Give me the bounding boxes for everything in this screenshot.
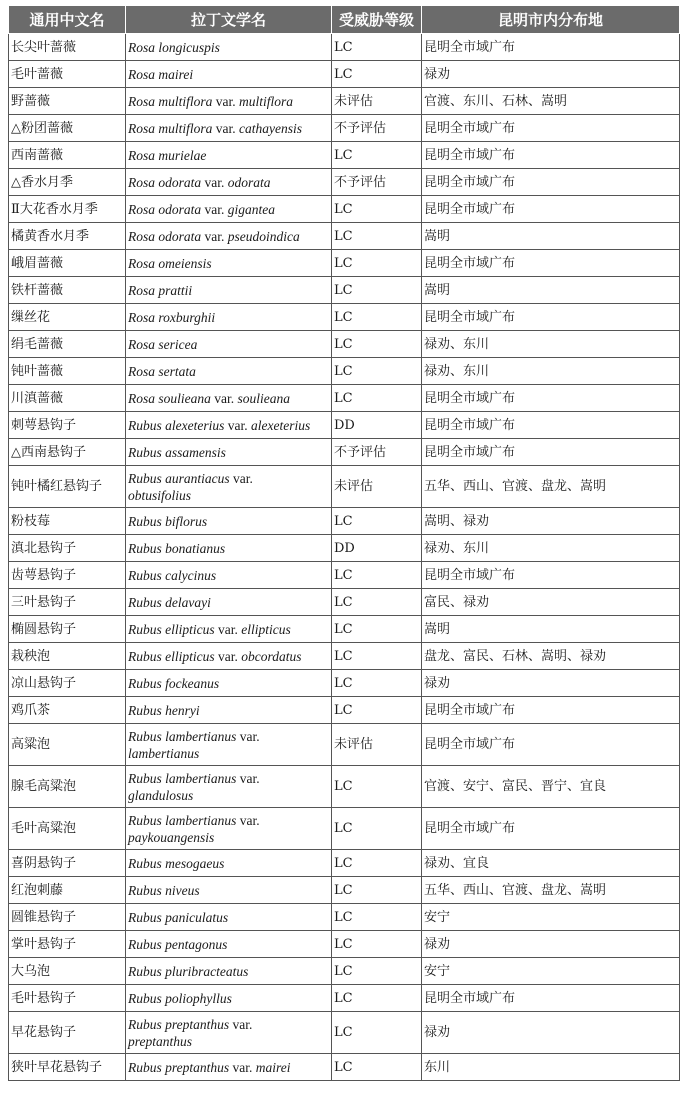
distribution-cell: 官渡、安宁、富民、晋宁、宜良 (422, 766, 680, 808)
threat-level-cell: LC (332, 808, 422, 850)
latin-species: lambertianus (165, 770, 237, 786)
latin-infraspecific: lambertianus (128, 745, 200, 761)
distribution-cell: 禄劝、宜良 (422, 850, 680, 877)
threat-level-cell: LC (332, 142, 422, 169)
distribution-cell: 嵩明、禄劝 (422, 508, 680, 535)
latin-name-cell (126, 196, 332, 223)
table-row (9, 88, 680, 115)
chinese-name-cell: 三叶悬钩子 (9, 589, 126, 616)
table-row (9, 1012, 680, 1054)
threat-level-cell: LC (332, 904, 422, 931)
latin-genus: Rosa (128, 282, 155, 298)
distribution-cell: 昆明全市域广布 (422, 34, 680, 61)
latin-name-cell (126, 412, 332, 439)
latin-species: murielae (158, 147, 207, 163)
chinese-name-cell: 毛叶蔷薇 (9, 61, 126, 88)
latin-infraspecific: alexeterius (250, 417, 311, 433)
threat-level-cell: 未评估 (332, 88, 422, 115)
threat-level-cell: DD (332, 412, 422, 439)
latin-rank: var. (218, 621, 238, 637)
latin-genus: Rubus (128, 882, 162, 898)
distribution-cell: 禄劝 (422, 670, 680, 697)
table-row (9, 331, 680, 358)
table-row (9, 61, 680, 88)
latin-genus: Rosa (128, 201, 155, 217)
chinese-name-cell: 钝叶蔷薇 (9, 358, 126, 385)
chinese-name-cell: 凉山悬钩子 (9, 670, 126, 697)
table-row (9, 196, 680, 223)
latin-genus: Rosa (128, 228, 155, 244)
latin-name-cell (126, 1054, 332, 1081)
chinese-name-cell: 椭圆悬钩子 (9, 616, 126, 643)
latin-name-cell (126, 589, 332, 616)
latin-species: ellipticus (165, 648, 215, 664)
distribution-cell: 昆明全市域广布 (422, 385, 680, 412)
latin-infraspecific: obcordatus (241, 648, 302, 664)
latin-genus: Rosa (128, 39, 155, 55)
table-body (9, 34, 680, 1081)
threat-level-cell: LC (332, 250, 422, 277)
latin-genus: Rubus (128, 936, 162, 952)
distribution-cell: 昆明全市域广布 (422, 808, 680, 850)
distribution-cell: 昆明全市域广布 (422, 169, 680, 196)
header-chinese-name: 通用中文名 (9, 6, 126, 34)
latin-name-cell (126, 466, 332, 508)
latin-name-cell (126, 766, 332, 808)
latin-genus: Rubus (128, 909, 162, 925)
latin-genus: Rosa (128, 390, 155, 406)
latin-genus: Rubus (128, 963, 162, 979)
chinese-name-cell: 齿萼悬钩子 (9, 562, 126, 589)
distribution-cell: 昆明全市域广布 (422, 412, 680, 439)
latin-species: niveus (165, 882, 200, 898)
distribution-cell: 富民、禄劝 (422, 589, 680, 616)
table-row (9, 616, 680, 643)
latin-species: multiflora (158, 93, 213, 109)
distribution-cell: 五华、西山、官渡、盘龙、嵩明 (422, 877, 680, 904)
threat-level-cell: LC (332, 1012, 422, 1054)
latin-name-cell (126, 1012, 332, 1054)
latin-species: assamensis (165, 444, 226, 460)
latin-species: fockeanus (165, 675, 220, 691)
chinese-name-cell: 铁杆蔷薇 (9, 277, 126, 304)
latin-infraspecific: multiflora (239, 93, 294, 109)
latin-genus: Rubus (128, 470, 162, 486)
chinese-name-cell: 川滇蔷薇 (9, 385, 126, 412)
latin-infraspecific: ellipticus (241, 621, 291, 637)
latin-name-cell (126, 562, 332, 589)
latin-species: aurantiacus (165, 470, 230, 486)
threat-level-cell: LC (332, 670, 422, 697)
latin-name-cell (126, 535, 332, 562)
table-row (9, 643, 680, 670)
latin-rank: var. (218, 648, 238, 664)
distribution-cell: 禄劝 (422, 61, 680, 88)
threat-level-cell: LC (332, 331, 422, 358)
table-row (9, 439, 680, 466)
latin-name-cell (126, 877, 332, 904)
distribution-cell: 安宁 (422, 958, 680, 985)
chinese-name-cell: 掌叶悬钩子 (9, 931, 126, 958)
threat-level-cell: DD (332, 535, 422, 562)
latin-species: paniculatus (165, 909, 229, 925)
latin-species: henryi (165, 702, 200, 718)
table-row (9, 877, 680, 904)
latin-infraspecific: gigantea (227, 201, 276, 217)
latin-genus: Rosa (128, 147, 155, 163)
chinese-name-cell: 圆锥悬钩子 (9, 904, 126, 931)
latin-infraspecific: preptanthus (128, 1033, 192, 1049)
species-table-container (8, 6, 679, 1081)
distribution-cell: 昆明全市域广布 (422, 142, 680, 169)
threat-level-cell: LC (332, 643, 422, 670)
distribution-cell: 安宁 (422, 904, 680, 931)
latin-genus: Rubus (128, 728, 162, 744)
distribution-cell: 禄劝 (422, 931, 680, 958)
table-row (9, 535, 680, 562)
latin-infraspecific: odorata (227, 174, 271, 190)
latin-rank: var. (214, 390, 235, 406)
latin-rank: var. (232, 1059, 253, 1075)
latin-infraspecific: pseudoindica (227, 228, 300, 244)
latin-species: lambertianus (165, 728, 237, 744)
chinese-name-cell: 滇北悬钩子 (9, 535, 126, 562)
latin-species: longicuspis (158, 39, 220, 55)
latin-genus: Rosa (128, 255, 155, 271)
distribution-cell: 昆明全市域广布 (422, 196, 680, 223)
table-row (9, 697, 680, 724)
distribution-cell: 嵩明 (422, 616, 680, 643)
latin-genus: Rubus (128, 417, 162, 433)
distribution-cell: 东川 (422, 1054, 680, 1081)
latin-name-cell (126, 304, 332, 331)
latin-name-cell (126, 115, 332, 142)
chinese-name-cell: Ⅱ大花香水月季 (9, 196, 126, 223)
header-distribution: 昆明市内分布地 (422, 6, 680, 34)
latin-species: pluribracteatus (165, 963, 249, 979)
chinese-name-cell: 狭叶早花悬钩子 (9, 1054, 126, 1081)
latin-genus: Rosa (128, 336, 155, 352)
latin-name-cell (126, 88, 332, 115)
distribution-cell: 昆明全市域广布 (422, 250, 680, 277)
latin-name-cell (126, 34, 332, 61)
chinese-name-cell: 刺萼悬钩子 (9, 412, 126, 439)
threat-level-cell: LC (332, 277, 422, 304)
latin-rank: var. (204, 228, 225, 244)
chinese-name-cell: 西南蔷薇 (9, 142, 126, 169)
threat-level-cell: 不予评估 (332, 115, 422, 142)
latin-name-cell (126, 277, 332, 304)
chinese-name-cell: 喜阴悬钩子 (9, 850, 126, 877)
distribution-cell: 嵩明 (422, 277, 680, 304)
latin-species: preptanthus (165, 1016, 230, 1032)
chinese-name-cell: 大乌泡 (9, 958, 126, 985)
threat-level-cell: LC (332, 877, 422, 904)
header-latin-name: 拉丁文学名 (126, 6, 332, 34)
latin-infraspecific: cathayensis (239, 120, 303, 136)
latin-species: calycinus (165, 567, 217, 583)
latin-genus: Rubus (128, 855, 162, 871)
chinese-name-cell: 粉枝莓 (9, 508, 126, 535)
chinese-name-cell: 鸡爪茶 (9, 697, 126, 724)
latin-name-cell (126, 61, 332, 88)
latin-species: odorata (158, 228, 202, 244)
latin-genus: Rubus (128, 1059, 162, 1075)
latin-rank: var. (239, 728, 260, 744)
latin-genus: Rubus (128, 621, 162, 637)
chinese-name-cell: △西南悬钩子 (9, 439, 126, 466)
latin-name-cell (126, 385, 332, 412)
latin-species: sertata (158, 363, 196, 379)
latin-species: mairei (158, 66, 194, 82)
threat-level-cell: LC (332, 697, 422, 724)
table-row (9, 466, 680, 508)
latin-rank: var. (233, 470, 253, 486)
latin-species: odorata (158, 174, 202, 190)
latin-species: preptanthus (165, 1059, 230, 1075)
table-row (9, 223, 680, 250)
latin-name-cell (126, 904, 332, 931)
latin-genus: Rubus (128, 444, 162, 460)
table-row (9, 142, 680, 169)
chinese-name-cell: 栽秧泡 (9, 643, 126, 670)
threat-level-cell: LC (332, 304, 422, 331)
latin-infraspecific: glandulosus (128, 787, 194, 803)
distribution-cell: 五华、西山、官渡、盘龙、嵩明 (422, 466, 680, 508)
latin-name-cell (126, 724, 332, 766)
latin-rank: var. (227, 417, 248, 433)
threat-level-cell: 未评估 (332, 724, 422, 766)
table-row (9, 766, 680, 808)
latin-species: multiflora (158, 120, 213, 136)
table-row (9, 34, 680, 61)
latin-genus: Rubus (128, 540, 162, 556)
latin-genus: Rosa (128, 363, 155, 379)
threat-level-cell: LC (332, 196, 422, 223)
latin-name-cell (126, 223, 332, 250)
distribution-cell: 昆明全市域广布 (422, 304, 680, 331)
threat-level-cell: LC (332, 358, 422, 385)
latin-species: soulieana (158, 390, 211, 406)
species-table (8, 6, 680, 1081)
chinese-name-cell: 缫丝花 (9, 304, 126, 331)
latin-genus: Rubus (128, 567, 162, 583)
latin-genus: Rubus (128, 1016, 162, 1032)
distribution-cell: 官渡、东川、石林、嵩明 (422, 88, 680, 115)
table-row (9, 277, 680, 304)
table-row (9, 508, 680, 535)
chinese-name-cell: 峨眉蔷薇 (9, 250, 126, 277)
latin-name-cell (126, 169, 332, 196)
chinese-name-cell: 红泡刺藤 (9, 877, 126, 904)
table-row (9, 385, 680, 412)
latin-species: biflorus (165, 513, 208, 529)
latin-name-cell (126, 508, 332, 535)
latin-species: poliophyllus (165, 990, 232, 1006)
distribution-cell: 昆明全市域广布 (422, 115, 680, 142)
latin-species: alexeterius (165, 417, 225, 433)
latin-rank: var. (204, 201, 225, 217)
threat-level-cell: 不予评估 (332, 439, 422, 466)
latin-rank: var. (215, 93, 236, 109)
chinese-name-cell: 绢毛蔷薇 (9, 331, 126, 358)
distribution-cell: 昆明全市域广布 (422, 724, 680, 766)
threat-level-cell: LC (332, 1054, 422, 1081)
table-row (9, 850, 680, 877)
latin-infraspecific: mairei (255, 1059, 291, 1075)
threat-level-cell: LC (332, 508, 422, 535)
chinese-name-cell: 毛叶悬钩子 (9, 985, 126, 1012)
chinese-name-cell: 野蔷薇 (9, 88, 126, 115)
threat-level-cell: LC (332, 850, 422, 877)
latin-name-cell (126, 670, 332, 697)
table-row (9, 904, 680, 931)
latin-species: ellipticus (165, 621, 215, 637)
distribution-cell: 昆明全市域广布 (422, 697, 680, 724)
chinese-name-cell: △香水月季 (9, 169, 126, 196)
latin-rank: var. (232, 1016, 253, 1032)
chinese-name-cell: △粉团蔷薇 (9, 115, 126, 142)
latin-name-cell (126, 808, 332, 850)
latin-species: prattii (158, 282, 193, 298)
threat-level-cell: LC (332, 616, 422, 643)
threat-level-cell: LC (332, 766, 422, 808)
latin-genus: Rosa (128, 120, 155, 136)
latin-name-cell (126, 985, 332, 1012)
latin-species: odorata (158, 201, 202, 217)
table-row (9, 562, 680, 589)
chinese-name-cell: 长尖叶蔷薇 (9, 34, 126, 61)
latin-genus: Rubus (128, 648, 162, 664)
latin-genus: Rosa (128, 93, 155, 109)
threat-level-cell: 不予评估 (332, 169, 422, 196)
chinese-name-cell: 橘黄香水月季 (9, 223, 126, 250)
distribution-cell: 昆明全市域广布 (422, 439, 680, 466)
threat-level-cell: LC (332, 562, 422, 589)
latin-species: sericea (158, 336, 198, 352)
distribution-cell: 昆明全市域广布 (422, 985, 680, 1012)
latin-name-cell (126, 850, 332, 877)
latin-species: delavayi (165, 594, 211, 610)
table-row (9, 304, 680, 331)
latin-rank: var. (204, 174, 225, 190)
latin-species: roxburghii (158, 309, 216, 325)
distribution-cell: 昆明全市域广布 (422, 562, 680, 589)
latin-name-cell (126, 616, 332, 643)
threat-level-cell: LC (332, 223, 422, 250)
distribution-cell: 禄劝 (422, 1012, 680, 1054)
latin-name-cell (126, 250, 332, 277)
latin-species: lambertianus (165, 812, 237, 828)
latin-genus: Rubus (128, 812, 162, 828)
chinese-name-cell: 腺毛高粱泡 (9, 766, 126, 808)
table-row (9, 958, 680, 985)
latin-genus: Rubus (128, 990, 162, 1006)
latin-name-cell (126, 331, 332, 358)
table-row (9, 1054, 680, 1081)
table-row (9, 724, 680, 766)
chinese-name-cell: 钝叶橘红悬钩子 (9, 466, 126, 508)
latin-name-cell (126, 439, 332, 466)
table-row (9, 985, 680, 1012)
threat-level-cell: LC (332, 61, 422, 88)
latin-genus: Rosa (128, 174, 155, 190)
latin-name-cell (126, 643, 332, 670)
header-row (9, 6, 680, 34)
table-row (9, 670, 680, 697)
chinese-name-cell: 早花悬钩子 (9, 1012, 126, 1054)
latin-rank: var. (239, 770, 260, 786)
latin-genus: Rubus (128, 770, 162, 786)
latin-genus: Rubus (128, 513, 162, 529)
latin-name-cell (126, 358, 332, 385)
threat-level-cell: LC (332, 34, 422, 61)
threat-level-cell: LC (332, 958, 422, 985)
latin-genus: Rubus (128, 675, 162, 691)
latin-name-cell (126, 142, 332, 169)
header-threat-level: 受威胁等级 (332, 6, 422, 34)
threat-level-cell: LC (332, 385, 422, 412)
table-row (9, 412, 680, 439)
latin-name-cell (126, 697, 332, 724)
latin-species: omeiensis (158, 255, 212, 271)
latin-name-cell (126, 931, 332, 958)
threat-level-cell: 未评估 (332, 466, 422, 508)
distribution-cell: 嵩明 (422, 223, 680, 250)
latin-rank: var. (215, 120, 236, 136)
latin-genus: Rubus (128, 702, 162, 718)
table-row (9, 358, 680, 385)
threat-level-cell: LC (332, 589, 422, 616)
distribution-cell: 盘龙、富民、石林、嵩明、禄劝 (422, 643, 680, 670)
latin-species: pentagonus (165, 936, 228, 952)
chinese-name-cell: 毛叶高粱泡 (9, 808, 126, 850)
latin-genus: Rubus (128, 594, 162, 610)
table-row (9, 115, 680, 142)
latin-infraspecific: paykouangensis (128, 829, 215, 845)
latin-name-cell (126, 958, 332, 985)
distribution-cell: 禄劝、东川 (422, 331, 680, 358)
latin-genus: Rosa (128, 66, 155, 82)
table-row (9, 250, 680, 277)
table-row (9, 808, 680, 850)
chinese-name-cell: 高粱泡 (9, 724, 126, 766)
latin-species: mesogaeus (165, 855, 225, 871)
latin-rank: var. (239, 812, 260, 828)
distribution-cell: 禄劝、东川 (422, 358, 680, 385)
table-row (9, 589, 680, 616)
latin-genus: Rosa (128, 309, 155, 325)
distribution-cell: 禄劝、东川 (422, 535, 680, 562)
threat-level-cell: LC (332, 931, 422, 958)
table-row (9, 169, 680, 196)
latin-species: bonatianus (165, 540, 226, 556)
table-row (9, 931, 680, 958)
latin-infraspecific: soulieana (237, 390, 290, 406)
threat-level-cell: LC (332, 985, 422, 1012)
latin-infraspecific: obtusifolius (128, 487, 192, 503)
